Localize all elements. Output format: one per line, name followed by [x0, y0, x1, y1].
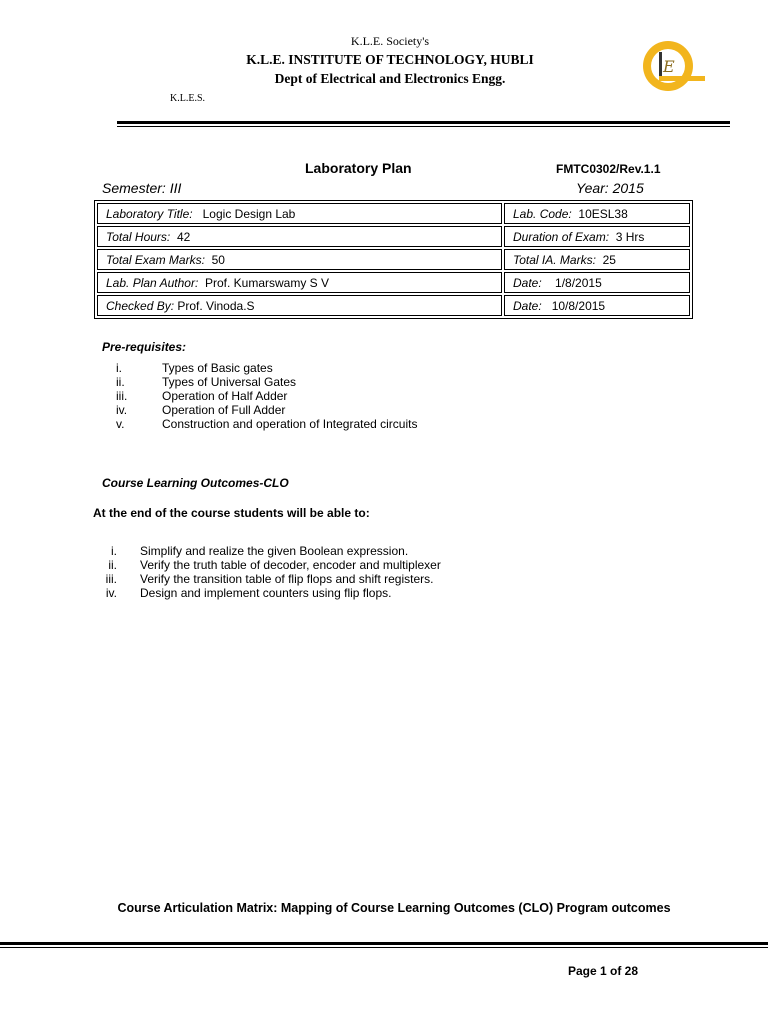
header-rule-thin — [117, 126, 730, 127]
footer-rule-thin — [0, 947, 768, 948]
table-cell — [504, 226, 690, 247]
cell-colon: : — [189, 206, 203, 221]
society-name: K.L.E. Society's — [350, 34, 430, 48]
department-name: Dept of Electrical and Electronics Engg. — [274, 71, 506, 86]
lab-plan-title: Laboratory Plan — [305, 160, 412, 176]
kle-logo — [635, 38, 707, 94]
cell-label: Lab. Code — [513, 206, 569, 221]
item-text: Types of Basic gates — [162, 361, 273, 375]
prerequisites-heading: Pre-requisites: — [102, 340, 187, 354]
cell-value: 25 — [602, 252, 616, 267]
table-row — [97, 203, 690, 224]
item-text: Design and implement counters using flip flops. — [140, 586, 392, 600]
table-cell — [504, 295, 690, 316]
cell-colon: : — [166, 229, 177, 244]
cell-value: 50 — [211, 252, 225, 267]
cell-label: Date — [513, 275, 539, 290]
table-cell — [97, 249, 502, 270]
institute-name: K.L.E. INSTITUTE OF TECHNOLOGY, HUBLI — [246, 52, 534, 67]
table-cell — [97, 272, 502, 293]
header-rule — [117, 121, 730, 124]
table-cell — [97, 203, 502, 224]
cell-colon: : — [605, 229, 616, 244]
table-row — [97, 295, 690, 316]
item-number: iii. — [116, 389, 128, 403]
item-number: iv. — [116, 403, 128, 417]
kles-mark: K.L.E.S. — [170, 93, 205, 104]
cell-value: 3 Hrs — [615, 229, 645, 244]
cell-label: Total Hours — [106, 229, 167, 244]
item-number: ii. — [116, 375, 125, 389]
cell-value: Prof. Vinoda.S — [177, 298, 255, 313]
table-cell — [504, 203, 690, 224]
year: Year: 2015 — [576, 180, 644, 196]
footer-rule — [0, 942, 768, 945]
table-cell — [97, 226, 502, 247]
item-number: v. — [116, 417, 125, 431]
item-text: Verify the truth table of decoder, encoder and multiplexer — [140, 558, 441, 572]
cell-value: Prof. Kumarswamy S V — [204, 275, 329, 290]
table-cell — [97, 295, 502, 316]
cell-value: 10/8/2015 — [551, 298, 606, 313]
item-text: Simplify and realize the given Boolean expression. — [140, 544, 409, 558]
item-number: iv. — [105, 586, 117, 600]
cell-label: Checked By — [106, 298, 171, 313]
form-code: FMTC0302/Rev.1.1 — [556, 162, 661, 176]
lab-info-table — [94, 200, 693, 319]
table-cell — [504, 249, 690, 270]
item-text: Verify the transition table of flip flops and shift registers. — [140, 572, 434, 586]
item-number: i. — [111, 544, 117, 558]
cell-colon: : — [170, 298, 178, 313]
cell-colon: : — [201, 252, 212, 267]
cell-value: 10ESL38 — [578, 206, 628, 221]
item-number: ii. — [108, 558, 117, 572]
cell-colon: : — [194, 275, 205, 290]
cell-label: Date — [513, 298, 539, 313]
matrix-title: Course Articulation Matrix: Mapping of Course Learning Outcomes (CLO) Program outcomes — [117, 901, 671, 915]
item-text: Operation of Full Adder — [162, 403, 286, 417]
page-number: Page 1 of 28 — [568, 964, 639, 978]
table-row — [97, 272, 690, 293]
cell-value: Logic Design Lab — [202, 206, 296, 221]
cell-label: Duration of Exam — [513, 229, 606, 244]
cell-label: Laboratory Title — [106, 206, 190, 221]
cell-colon: : — [568, 206, 579, 221]
cell-colon: : — [592, 252, 603, 267]
cell-label: Lab. Plan Author — [106, 275, 195, 290]
cell-label: Total IA. Marks — [513, 252, 593, 267]
cell-value: 1/8/2015 — [555, 275, 602, 290]
item-text: Construction and operation of Integrated circuits — [162, 417, 418, 431]
item-number: iii. — [105, 572, 117, 586]
table-row — [97, 226, 690, 247]
cell-colon: : — [538, 298, 552, 313]
semester: Semester: III — [102, 180, 182, 196]
clo-heading: Course Learning Outcomes-CLO — [102, 476, 289, 490]
cell-label: Total Exam Marks — [106, 252, 202, 267]
item-text: Operation of Half Adder — [162, 389, 288, 403]
svg-text:E: E — [663, 57, 675, 76]
table-row — [97, 249, 690, 270]
item-number: i. — [116, 361, 122, 375]
cell-value: 42 — [176, 229, 191, 244]
table-cell — [504, 272, 690, 293]
item-text: Types of Universal Gates — [162, 375, 297, 389]
clo-intro: At the end of the course students will be able to: — [93, 506, 370, 520]
cell-colon: : — [538, 275, 556, 290]
